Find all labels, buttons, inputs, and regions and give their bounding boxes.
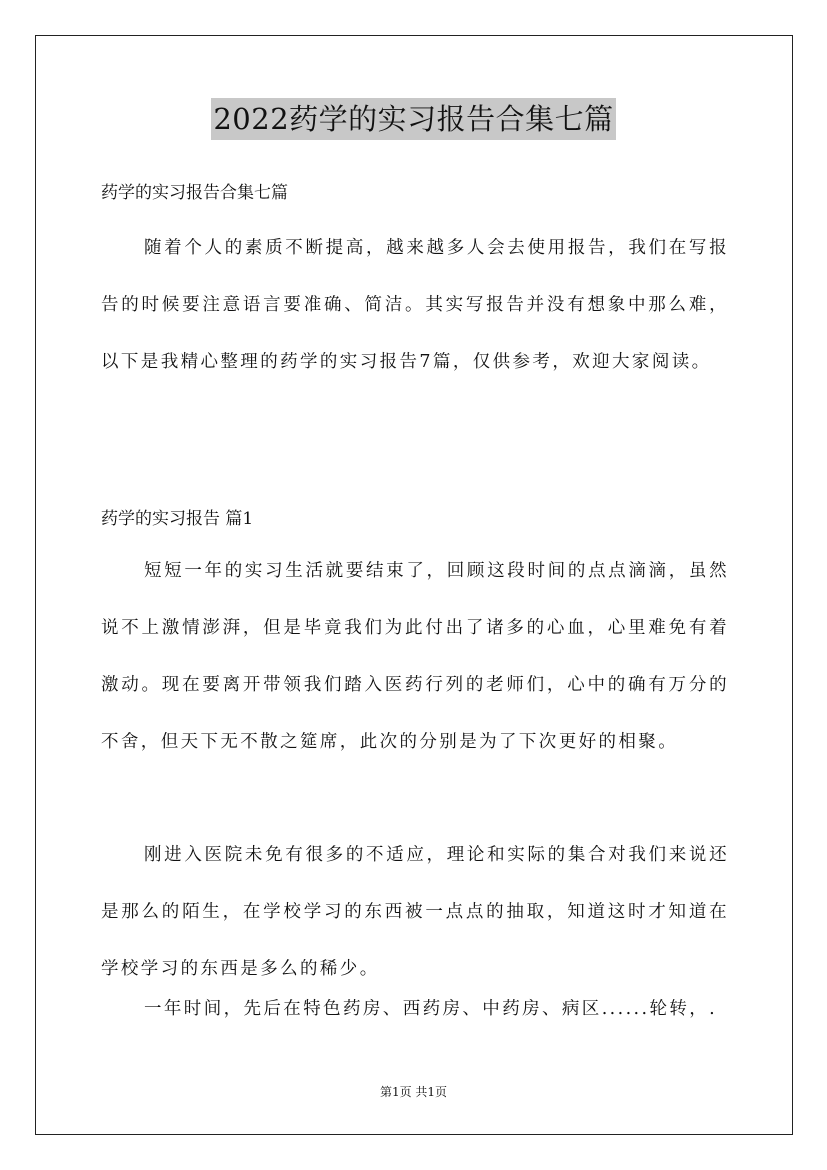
section-heading: 药学的实习报告 篇1 [101,509,254,529]
body-paragraph: 一年时间，先后在特色药房、西药房、中药房、病区......轮转，. [144,999,718,1019]
document-title: 2022药学的实习报告合集七篇 [211,98,615,140]
body-paragraph: 刚进入医院未免有很多的不适应，理论和实际的集合对我们来说还是那么的陌生，在学校学习的东西被一点点的抽取，知道这时才知道在学校学习的东西是多么的稀少。 [101,845,729,979]
title-container [0,98,827,140]
page-footer: 第1页 共1页 [379,1085,448,1099]
intro-paragraph: 随着个人的素质不断提高，越来越多人会去使用报告，我们在写报告的时候要注意语言要准确、简洁。其实写报告并没有想象中那么难，以下是我精心整理的药学的实习报告7篇，仅供参考，欢迎大家阅读。 [101,238,729,372]
body-paragraph: 短短一年的实习生活就要结束了，回顾这段时间的点点滴滴，虽然说不上激情澎湃，但是毕竟我们为此付出了诸多的心血，心里难免有着激动。现在要离开带领我们踏入医药行列的老师们，心中的确有万分的不舍，但天下无不散之筵席，此次的分别是为了下次更好的相聚。 [101,561,729,752]
document-subtitle: 药学的实习报告合集七篇 [101,183,288,203]
